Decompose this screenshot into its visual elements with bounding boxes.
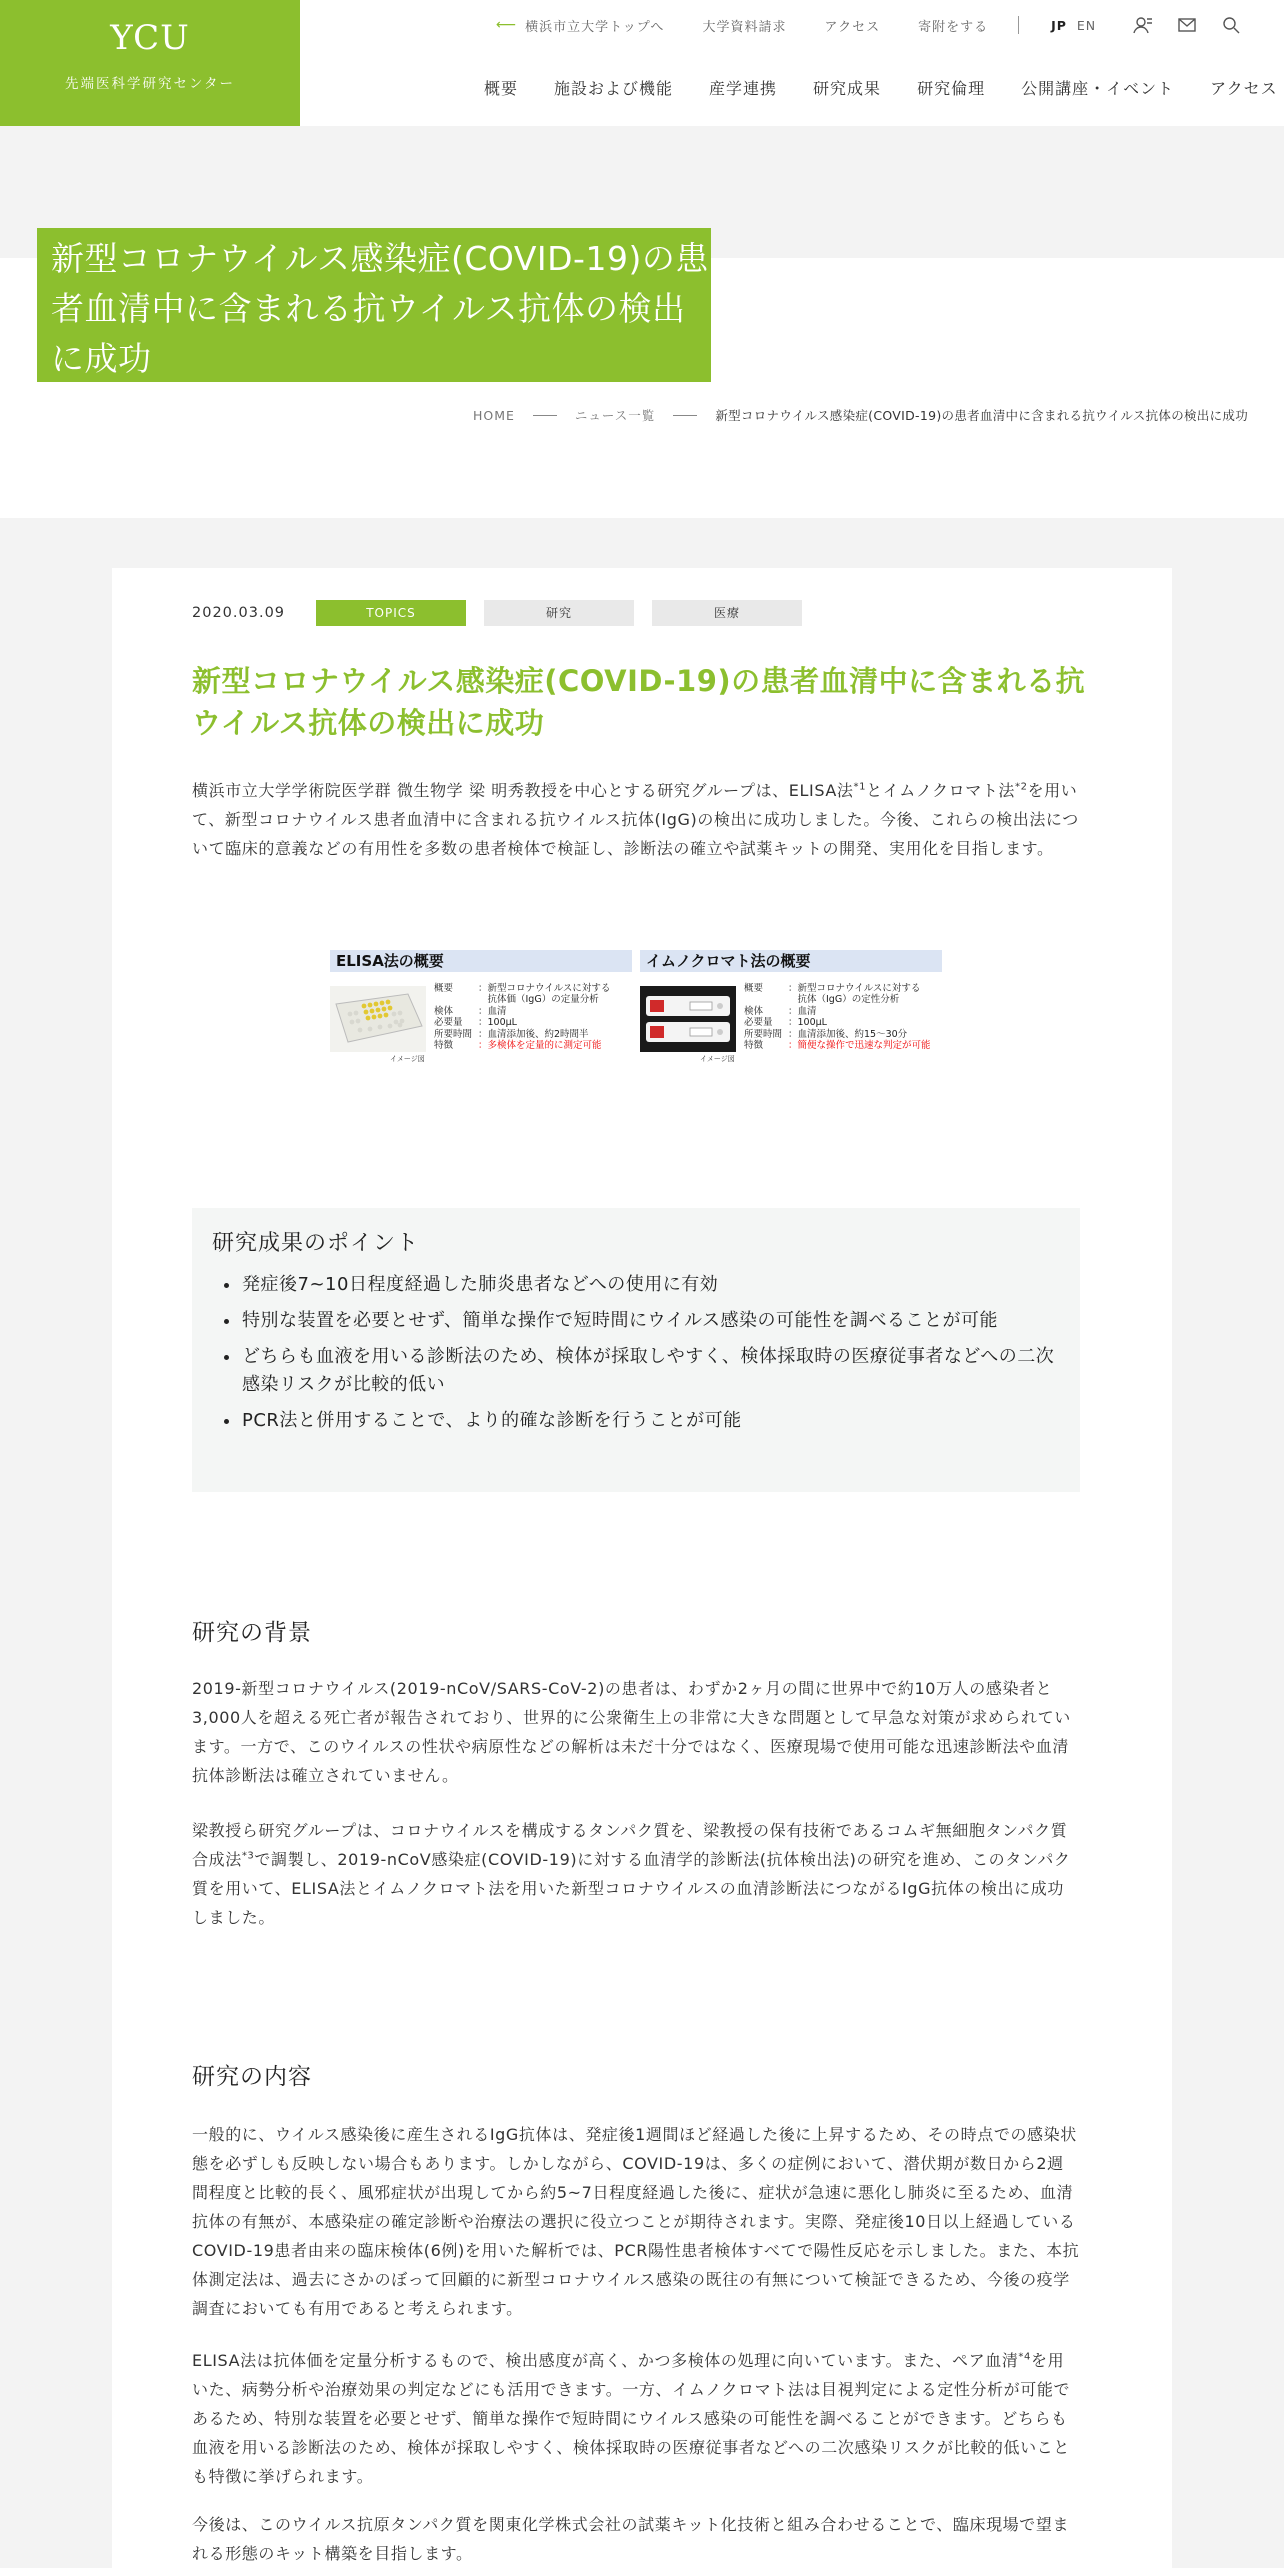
util-link-label: 寄附をする	[918, 19, 989, 35]
elisa-details: 概要 ：新型コロナウイルスに対する 抗体価（IgG）の定量分析 検体 ：血清 必要量 ：100μL 所要時間 ：血清添加後、約2時間半 特徴 ：多検体を定量的に測定可能	[434, 983, 611, 1052]
utility-nav	[496, 14, 1242, 36]
content-paragraph-3: 今後は、このウイルス抗原タンパク質を関東化学株式会社の試薬キット化技術と組み合わせることで、臨床現場で望まれる形態のキット構築を目指します。	[192, 2515, 1070, 2563]
tag-topics[interactable]: TOPICS	[316, 600, 466, 626]
key-points-title: 研究成果のポイント	[212, 1231, 420, 1256]
list-item: 発症後7~10日程度経過した肺炎患者などへの使用に有効	[212, 1271, 1060, 1299]
article-date: 2020.03.09	[192, 605, 286, 621]
elisa-plate-image	[330, 986, 426, 1052]
list-item: 特別な装置を必要とせず、簡単な操作で短時間にウイルス感染の可能性を調べることが可能	[212, 1307, 1060, 1335]
user-icon[interactable]	[1132, 14, 1154, 36]
immunochromatography-panel	[640, 950, 942, 1070]
immuno-test-kit-image	[640, 986, 736, 1052]
breadcrumb-current: 新型コロナウイルス感染症(COVID-19)の患者血清中に含まれる抗ウイルス抗体の検出に成功	[715, 408, 1248, 423]
nav-item-industry[interactable]: 産学連携	[709, 79, 778, 98]
content-paragraph-2: ELISA法は抗体価を定量分析するもので、検出感度が高く、かつ多検体の処理に向いています。また、ペア血清$^{*4}$を用いた、病勢分析や治療効果の判定などにも活用できます。一方、イムノクロマト法は目視判定による定性分析が可能であるため、特別な装置を必要とせず、簡単な操作で短時間にウイルス感染の可能性を調べることができます。どちらも血液を用いる診断法のため、検体が採取しやすく、検体採取時の医療従事者などへの二次感染リスクが比較的低いことも特徴に挙げられます。	[192, 2351, 1071, 2486]
immuno-details: 概要 ：新型コロナウイルスに対する 抗体（IgG）の定性分析 検体 ：血清 必要量 ：100μL 所要時間 ：血清添加後、約15～30分 特徴 ：簡便な操作で迅速な判定が可能	[744, 983, 931, 1052]
elisa-caption: イメージ図	[390, 1055, 425, 1063]
elisa-heading: ELISA法の概要	[330, 950, 632, 972]
background-paragraph-2: 梁教授ら研究グループは、コロナウイルスを構成するタンパク質を、梁教授の保有技術であるコムギ無細胞タンパク質合成法$^{*3}$で調製し、2019-nCoV感染症(COVID-19)に対する血清学的診断法(抗体検出法)の研究を進め、このタンパク質を用いて、ELISA法とイムノクロマト法を用いた新型コロナウイルスの血清診断法につながるIgG抗体の検出に成功しました。	[192, 1821, 1071, 1927]
util-link-label: 大学資料請求	[702, 19, 787, 35]
article-title: 新型コロナウイルス感染症(COVID-19)の患者血清中に含まれる抗ウイルス抗体の検出に成功	[192, 664, 1086, 740]
article-meta	[192, 600, 820, 626]
lang-jp[interactable]: JP	[1051, 17, 1067, 33]
nav-item-ethics[interactable]: 研究倫理	[917, 79, 986, 98]
lang-en[interactable]: EN	[1076, 17, 1097, 33]
footnote-ref: *1	[853, 781, 867, 793]
arrow-left-icon: ⟵	[496, 17, 518, 33]
breadcrumb	[473, 406, 1248, 424]
key-points-box	[192, 1208, 1080, 1492]
key-points-list	[212, 1271, 1060, 1435]
footnote-ref: *3	[241, 1850, 255, 1862]
util-divider	[1018, 16, 1019, 34]
lead-paragraph: 横浜市立大学学術院医学群 微生物学 梁 明秀教授を中心とする研究グループは、ELISA法$^{*1}$とイムノクロマト法$^{*2}$を用いて、新型コロナウイルス患者血清中に含まれる抗ウイルス抗体(IgG)の検出に成功しました。今後、これらの検出法について臨床的意義などの有用性を多数の患者検体で検証し、診断法の確立や試薬キットの開発、実用化を目指します。	[192, 781, 1079, 858]
util-link-access[interactable]	[824, 16, 880, 35]
nav-item-events[interactable]: 公開講座・イベント	[1021, 79, 1175, 98]
nav-item-facilities[interactable]: 施設および機能	[554, 79, 674, 98]
section-title-background: 研究の背景	[192, 1620, 312, 1646]
elisa-panel	[330, 950, 632, 1070]
footnote-ref: *4	[1018, 2351, 1031, 2363]
background-paragraph-1: 2019-新型コロナウイルス(2019-nCoV/SARS-CoV-2)の患者は、わずか2ヶ月の間に世界中で約10万人の感染者と3,000人を超える死亡者が報告されており、世界的に公衆衛生上の非常に大きな問題として早急な対策が求められています。一方で、このウイルスの性状や病原性などの解析は未だ十分ではなく、医療現場で使用可能な迅速診断法や血清抗体診断法は確立されていません。	[192, 1679, 1071, 1785]
method-overview-figure	[330, 950, 950, 1070]
site-logo[interactable]	[0, 0, 300, 126]
util-link-materials[interactable]	[702, 16, 786, 35]
util-link-label: アクセス	[824, 19, 881, 35]
breadcrumb-news-list[interactable]: ニュース一覧	[574, 408, 656, 423]
breadcrumb-home[interactable]: HOME	[473, 407, 515, 423]
nav-item-results[interactable]: 研究成果	[813, 79, 882, 98]
logo-subtitle: 先端医科学研究センター	[65, 76, 235, 92]
search-icon[interactable]	[1220, 14, 1242, 36]
mail-icon[interactable]	[1176, 14, 1198, 36]
list-item: PCR法と併用することで、より的確な診断を行うことが可能	[212, 1407, 1060, 1435]
breadcrumb-separator	[673, 415, 697, 416]
list-item: どちらも血液を用いる診断法のため、検体が採取しやすく、検体採取時の医療従事者などへの二次感染リスクが比較的低い	[212, 1343, 1060, 1399]
footnote-ref: *2	[1015, 781, 1028, 793]
immuno-caption: イメージ図	[700, 1055, 735, 1063]
main-nav	[484, 76, 1278, 99]
nav-item-access[interactable]: アクセス	[1210, 79, 1278, 98]
content-paragraph-1: 一般的に、ウイルス感染後に産生されるIgG抗体は、発症後1週間ほど経過した後に上昇するため、その時点での感染状態を必ずしも反映しない場合もあります。しかしながら、COVID-19は、多くの症例において、潜伏期が数日から2週間程度と比較的長く、風邪症状が出現してから約5~7日程度経過した後に、症状が急速に悪化し肺炎に至るため、血清抗体の有無が、本感染症の確定診断や治療法の選択に役立つことが期待されます。実際、発症後10日以上経過しているCOVID-19患者由来の臨床検体(6例)を用いた解析では、PCR陽性患者検体すべてで陽性反応を示しました。また、本抗体測定法は、過去にさかのぼって回顧的に新型コロナウイルス感染の既往の有無について検証できるため、今後の疫学調査においても有用であると考えられます。	[192, 2125, 1080, 2318]
util-link-donate[interactable]	[918, 16, 988, 35]
breadcrumb-separator	[533, 415, 557, 416]
tag-research[interactable]: 研究	[484, 600, 634, 626]
util-link-ycu-top[interactable]	[496, 16, 664, 35]
immuno-heading: イムノクロマト法の概要	[640, 950, 942, 972]
section-title-content: 研究の内容	[192, 2064, 312, 2090]
page-title: 新型コロナウイルス感染症(COVID-19)の患者血清中に含まれる抗ウイルス抗体の検出に成功	[37, 228, 711, 382]
nav-item-overview[interactable]: 概要	[484, 79, 519, 98]
logo-mark: YCU	[110, 18, 190, 58]
tag-medical[interactable]: 医療	[652, 600, 802, 626]
util-link-label: 横浜市立大学トップへ	[525, 19, 665, 35]
